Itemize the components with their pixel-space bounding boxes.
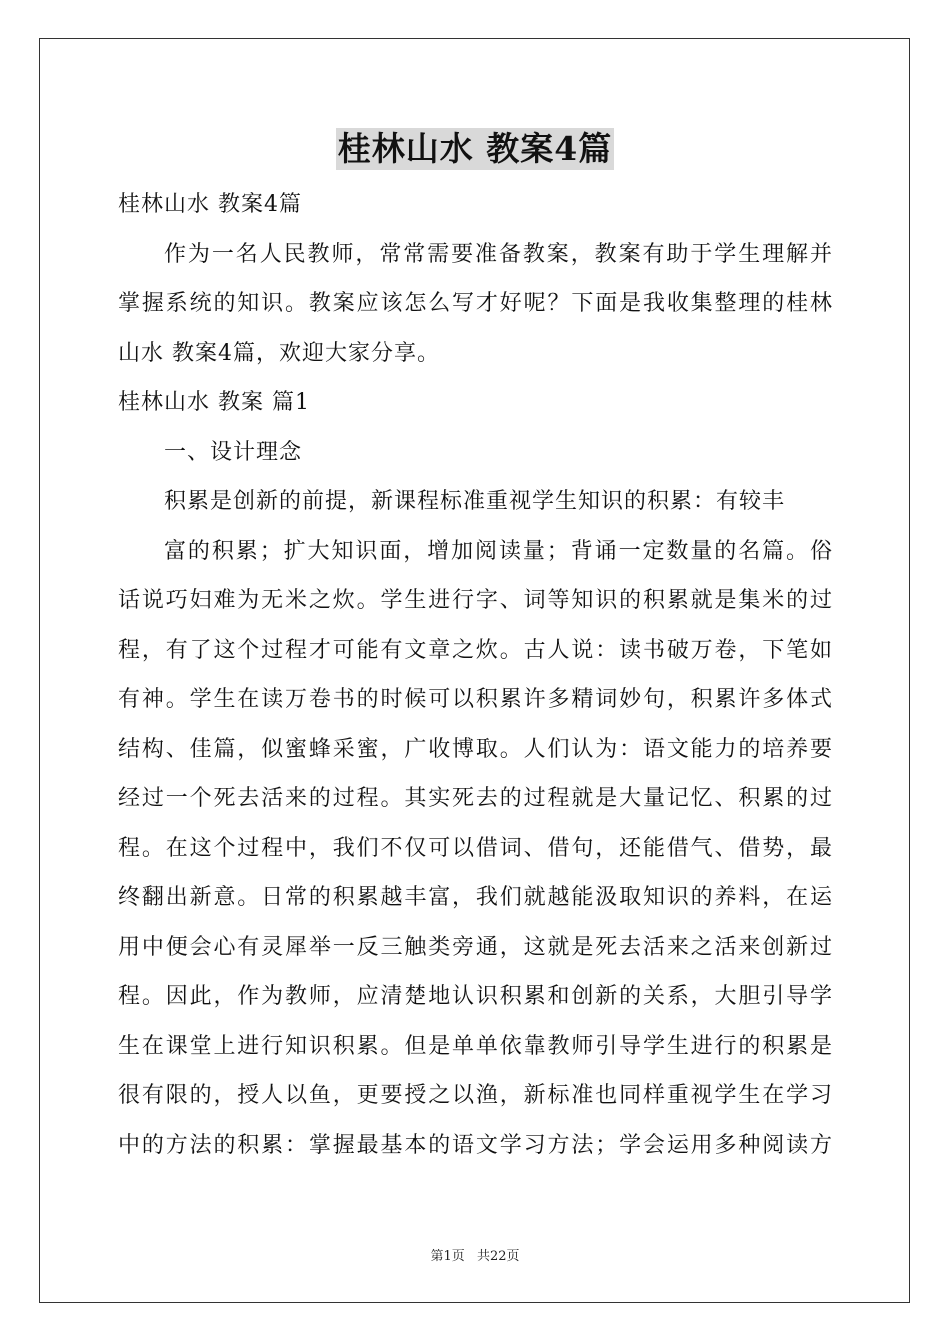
body-line: 有神。学生在读万卷书的时候可以积累许多精词妙句，积累许多体式 xyxy=(118,687,833,712)
body-line: 程。在这个过程中，我们不仅可以借词、借句，还能借气、借势，最 xyxy=(118,835,833,861)
body-line: 经过一个死去活来的过程。其实死去的过程就是大量记忆、积累的过 xyxy=(118,786,833,811)
document-title: 桂林山水 教案4篇 xyxy=(337,129,613,168)
page-number: 第1页 xyxy=(430,1249,465,1264)
body-line: 山水 教案4篇，欢迎大家分享。 xyxy=(118,340,440,366)
subsection-heading: 一、设计理念 xyxy=(164,439,303,465)
body-line: 中的方法的积累：掌握最基本的语文学习方法；学会运用多种阅读方 xyxy=(118,1132,833,1158)
body-line: 生在课堂上进行知识积累。但是单单依靠教师引导学生进行的积累是 xyxy=(118,1033,833,1059)
body-line: 作为一名人民教师，常常需要准备教案，教案有助于学生理解并 xyxy=(164,241,833,267)
body-line: 结构、佳篇，似蜜蜂采蜜，广收博取。人们认为：语文能力的培养要 xyxy=(118,736,833,762)
title-wrap xyxy=(0,128,950,170)
body-line: 很有限的，授人以鱼，更要授之以渔，新标准也同样重视学生在学习 xyxy=(118,1083,833,1108)
page-total: 共22页 xyxy=(476,1249,520,1264)
body-line: 话说巧妇难为无米之炊。学生进行字、词等知识的积累就是集米的过 xyxy=(118,588,833,613)
section-heading: 桂林山水 教案 篇1 xyxy=(118,390,310,415)
body-line: 积累是创新的前提，新课程标准重视学生知识的积累：有较丰 xyxy=(164,489,786,514)
document-body xyxy=(118,180,833,1170)
subtitle-line: 桂林山水 教案4篇 xyxy=(118,192,302,217)
body-line: 富的积累；扩大知识面，增加阅读量；背诵一定数量的名篇。俗 xyxy=(164,538,833,564)
body-line: 程，有了这个过程才可能有文章之炊。古人说：读书破万卷，下笔如 xyxy=(118,637,833,663)
body-line: 掌握系统的知识。教案应该怎么写才好呢？下面是我收集整理的桂林 xyxy=(118,291,833,316)
body-line: 用中便会心有灵犀举一反三触类旁通，这就是死去活来之活来创新过 xyxy=(118,934,833,960)
page-footer xyxy=(0,1248,950,1266)
body-line: 程。因此，作为教师，应清楚地认识积累和创新的关系，大胆引导学 xyxy=(118,984,833,1009)
body-line: 终翻出新意。日常的积累越丰富，我们就越能汲取知识的养料，在运 xyxy=(118,885,833,910)
